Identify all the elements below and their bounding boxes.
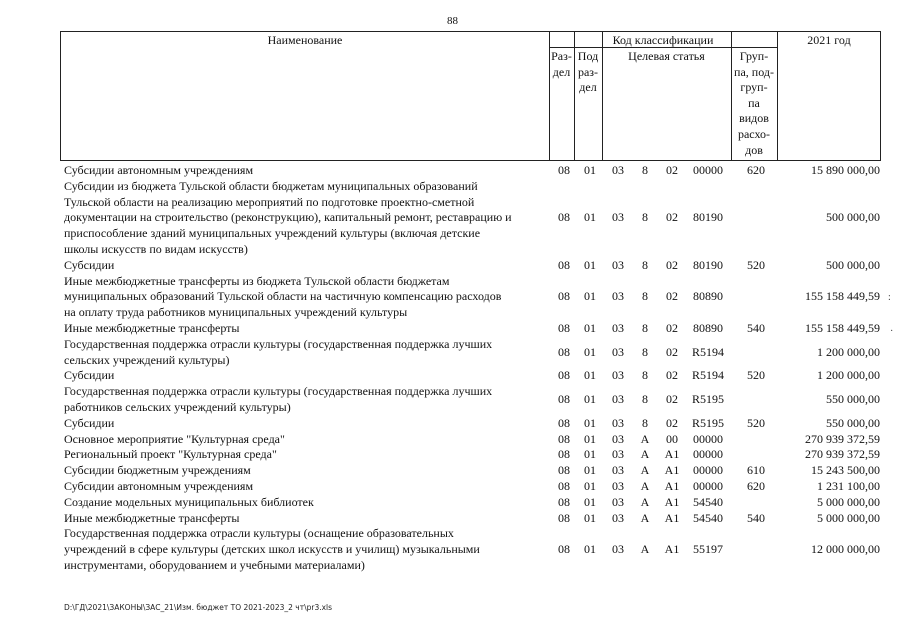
row-amount: 15 243 500,00 [811, 463, 880, 478]
code-t1: 03 [612, 210, 624, 225]
code-r: 08 [558, 321, 570, 335]
code-t4: 80890 [693, 321, 723, 335]
row-name-line: учреждений в сфере культуры (детских школ искусств и училищ) музыкальными [64, 542, 480, 557]
code-r: 08 [558, 368, 570, 383]
row-name-line: Субсидии [64, 415, 115, 430]
header-group-line: Груп- [739, 49, 769, 63]
code-t1: 03 [612, 431, 624, 446]
code-v: 540 [747, 510, 765, 525]
code-r: 08 [558, 494, 570, 509]
code-p: 01 [584, 415, 596, 430]
margin-mark: · [890, 326, 894, 337]
code-t1: 03 [612, 479, 624, 493]
code-t3: 00 [666, 431, 678, 446]
code-r: 08 [558, 542, 570, 557]
code-v: 520 [747, 368, 765, 383]
header-group-line: па [748, 95, 760, 110]
code-p: 01 [584, 510, 596, 525]
code-t3: А1 [664, 463, 680, 478]
header-group-line: расхо- [737, 126, 771, 141]
code-r: 08 [558, 510, 570, 525]
row-name-line: Основное мероприятие "Культурная среда" [64, 431, 285, 446]
code-t4: R5195 [691, 392, 724, 407]
code-t2: А [640, 463, 650, 478]
code-p: 01 [584, 392, 596, 407]
code-t3: 02 [666, 210, 678, 225]
table-row [0, 368, 905, 384]
row-name-line: инструментами, оборудованием и учебными материалами) [64, 557, 365, 572]
header-group-line: груп- [740, 80, 768, 95]
code-t2: А [640, 542, 650, 557]
code-t3: А1 [664, 510, 680, 525]
code-r: 08 [558, 289, 570, 304]
code-v: 520 [747, 415, 765, 430]
code-v: 520 [747, 257, 765, 272]
code-t3: А1 [664, 494, 680, 509]
header-podrazdel-line: дел [579, 80, 597, 95]
row-name [64, 163, 550, 179]
code-t1: 03 [612, 368, 624, 383]
row-name-line: муниципальных образований Тульской области на частичную компенсацию расходов [64, 289, 502, 304]
code-t2: 8 [642, 415, 648, 430]
code-t4: 80190 [693, 257, 723, 272]
code-t2: 8 [642, 257, 648, 272]
code-r: 08 [558, 447, 570, 462]
row-name-line: документации на строительство (реконструкцию), капитальный ремонт, реставрацию и [64, 210, 512, 225]
row-name [64, 479, 550, 495]
header-podrazdel-line: Под [577, 49, 599, 63]
header-razdel [549, 49, 574, 80]
code-t1: 03 [612, 392, 624, 407]
code-t1: 03 [612, 447, 624, 462]
code-p: 01 [584, 542, 596, 557]
code-r: 08 [558, 431, 570, 446]
header-divider [777, 32, 778, 160]
code-r: 08 [558, 210, 570, 225]
row-amount: 15 890 000,00 [811, 163, 880, 177]
code-t4: 80190 [693, 210, 723, 225]
row-name-line: на оплату труда работников муниципальных учреждений культуры [64, 305, 408, 320]
row-name [64, 495, 550, 511]
table-row [0, 495, 905, 511]
code-p: 01 [584, 368, 596, 383]
row-amount: 12 000 000,00 [811, 542, 880, 557]
header-code-group: Код классификации [612, 33, 714, 47]
code-t4: 80890 [693, 289, 723, 304]
row-amount: 550 000,00 [826, 392, 880, 407]
code-t2: А [640, 494, 650, 509]
code-r: 08 [558, 344, 570, 359]
header-group-line: видов [739, 111, 769, 126]
code-p: 01 [584, 344, 596, 359]
header-podrazdel-line: раз- [577, 64, 599, 79]
code-t3: А1 [664, 479, 680, 493]
row-name [64, 526, 550, 573]
code-r: 08 [558, 479, 570, 493]
row-amount: 1 200 000,00 [817, 368, 880, 383]
row-name-line: Государственная поддержка отрасли культуры (оснащение образовательных [64, 526, 454, 541]
table-row [0, 479, 905, 495]
code-t2: 8 [642, 344, 648, 359]
table-header [60, 31, 881, 161]
page-number: 88 [447, 15, 458, 27]
code-t3: А1 [664, 542, 680, 557]
row-amount: 1 231 100,00 [817, 479, 880, 493]
header-target: Целевая статья [628, 49, 705, 63]
code-v: 620 [747, 479, 765, 493]
code-v: 620 [747, 163, 765, 177]
code-p: 01 [584, 479, 596, 493]
code-t1: 03 [612, 415, 624, 430]
code-t3: 02 [666, 415, 678, 430]
table-row [0, 432, 905, 448]
row-amount: 270 939 372,59 [805, 431, 880, 446]
row-name [64, 368, 550, 384]
row-name [64, 511, 550, 527]
code-r: 08 [558, 392, 570, 407]
row-name [64, 416, 550, 432]
table-row [0, 321, 905, 337]
header-year: 2021 год [807, 33, 851, 47]
code-t2: А [640, 510, 650, 525]
row-amount: 550 000,00 [826, 415, 880, 430]
row-amount: 155 158 449,59 [805, 289, 880, 304]
header-razdel-line: дел [552, 64, 571, 79]
row-name [64, 321, 550, 337]
code-p: 01 [584, 289, 596, 304]
row-name [64, 258, 550, 274]
row-name-line: Субсидии из бюджета Тульской области бюджетам муниципальных образований [64, 178, 478, 193]
code-t2: 8 [642, 392, 648, 407]
row-amount: 1 200 000,00 [817, 344, 880, 359]
code-t1: 03 [612, 494, 624, 509]
code-t3: 02 [666, 289, 678, 304]
row-amount: 5 000 000,00 [817, 510, 880, 525]
code-t4: 54540 [693, 494, 723, 509]
code-t1: 03 [612, 257, 624, 272]
row-name-line: Тульской области на реализацию мероприятий по подготовке проектно-сметной [64, 194, 475, 209]
header-razdel-line: Раз- [551, 49, 572, 63]
row-amount: 5 000 000,00 [817, 494, 880, 509]
code-t1: 03 [612, 344, 624, 359]
code-r: 08 [558, 163, 570, 177]
code-t2: 8 [642, 321, 648, 335]
code-p: 01 [584, 431, 596, 446]
header-name: Наименование [267, 33, 343, 47]
row-name-line: Иные межбюджетные трансферты из бюджета Тульской области бюджетам [64, 273, 450, 288]
row-name-line: Иные межбюджетные трансферты [64, 510, 240, 525]
code-t1: 03 [612, 289, 624, 304]
row-amount: 500 000,00 [826, 210, 880, 225]
code-t3: 02 [666, 321, 678, 335]
code-t3: 02 [666, 163, 678, 177]
code-r: 08 [558, 257, 570, 272]
code-t3: 02 [666, 344, 678, 359]
table-row [0, 179, 905, 258]
code-t1: 03 [612, 463, 624, 478]
row-name-line: Субсидии [64, 368, 115, 383]
table-row [0, 511, 905, 527]
row-name-line: Государственная поддержка отрасли культуры (государственная поддержка лучших [64, 384, 493, 399]
code-p: 01 [584, 257, 596, 272]
code-t3: А1 [664, 447, 680, 462]
row-amount: 500 000,00 [826, 257, 880, 272]
code-t4: R5194 [691, 344, 724, 359]
table-row [0, 416, 905, 432]
file-path-footer: D:\ГД\2021\ЗАКОНЫ\ЗАС_21\Изм. бюджет ТО 2021-2023_2 чт\pr3.xls [64, 603, 333, 612]
row-amount: 155 158 449,59 [805, 321, 880, 335]
code-p: 01 [584, 494, 596, 509]
row-name-line: работников сельских учреждений культуры) [64, 399, 291, 414]
code-t2: 8 [642, 289, 648, 304]
code-t4: 00000 [693, 447, 723, 462]
row-name [64, 432, 550, 448]
table-row [0, 463, 905, 479]
header-group [731, 49, 777, 158]
code-p: 01 [584, 321, 596, 335]
code-t2: А [640, 479, 650, 493]
table-row [0, 163, 905, 179]
row-name [64, 179, 550, 258]
code-p: 01 [584, 163, 596, 177]
code-t4: R5194 [691, 368, 724, 383]
code-t2: 8 [642, 163, 648, 177]
row-name [64, 463, 550, 479]
row-name-line: Субсидии автономным учреждениям [64, 479, 254, 493]
code-t2: А [640, 431, 650, 446]
code-r: 08 [558, 463, 570, 478]
row-name-line: Государственная поддержка отрасли культуры (государственная поддержка лучших [64, 336, 493, 351]
header-group-line: па, под- [734, 64, 774, 79]
code-t2: А [640, 447, 650, 462]
code-v: 540 [747, 321, 765, 335]
row-name [64, 447, 550, 463]
header-podrazdel [574, 49, 602, 96]
header-group-line: дов [745, 142, 763, 157]
code-t3: 02 [666, 368, 678, 383]
code-p: 01 [584, 463, 596, 478]
table-row [0, 526, 905, 573]
code-t4: 00000 [693, 431, 723, 446]
row-name [64, 384, 550, 416]
margin-mark: : [888, 292, 891, 303]
row-name-line: сельских учреждений культуры) [64, 352, 230, 367]
code-t2: 8 [642, 210, 648, 225]
code-t3: 02 [666, 257, 678, 272]
row-name-line: Иные межбюджетные трансферты [64, 321, 240, 335]
code-t4: 00000 [693, 163, 723, 177]
row-amount: 270 939 372,59 [805, 447, 880, 462]
code-r: 08 [558, 415, 570, 430]
table-row [0, 384, 905, 416]
code-v: 610 [747, 463, 765, 478]
table-row [0, 274, 905, 321]
table-row [0, 447, 905, 463]
code-t1: 03 [612, 510, 624, 525]
row-name-line: Субсидии [64, 257, 115, 272]
code-t1: 03 [612, 163, 624, 177]
code-t4: 00000 [693, 463, 723, 478]
row-name-line: Региональный проект "Культурная среда" [64, 447, 277, 462]
table-row [0, 258, 905, 274]
code-p: 01 [584, 210, 596, 225]
row-name-line: приспособление зданий муниципальных учреждений культуры (включая детские [64, 226, 481, 241]
code-t3: 02 [666, 392, 678, 407]
code-t1: 03 [612, 542, 624, 557]
row-name-line: Субсидии бюджетным учреждениям [64, 463, 251, 478]
row-name-line: школы искусств по видам искусств) [64, 241, 248, 256]
row-name-line: Создание модельных муниципальных библиотек [64, 494, 314, 509]
code-t4: R5195 [691, 415, 724, 430]
code-p: 01 [584, 447, 596, 462]
code-t4: 55197 [693, 542, 723, 557]
code-t4: 54540 [693, 510, 723, 525]
code-t1: 03 [612, 321, 624, 335]
row-name-line: Субсидии автономным учреждениям [64, 163, 254, 177]
row-name [64, 274, 550, 321]
table-row [0, 337, 905, 369]
row-name [64, 337, 550, 369]
code-t2: 8 [642, 368, 648, 383]
code-t4: 00000 [693, 479, 723, 493]
